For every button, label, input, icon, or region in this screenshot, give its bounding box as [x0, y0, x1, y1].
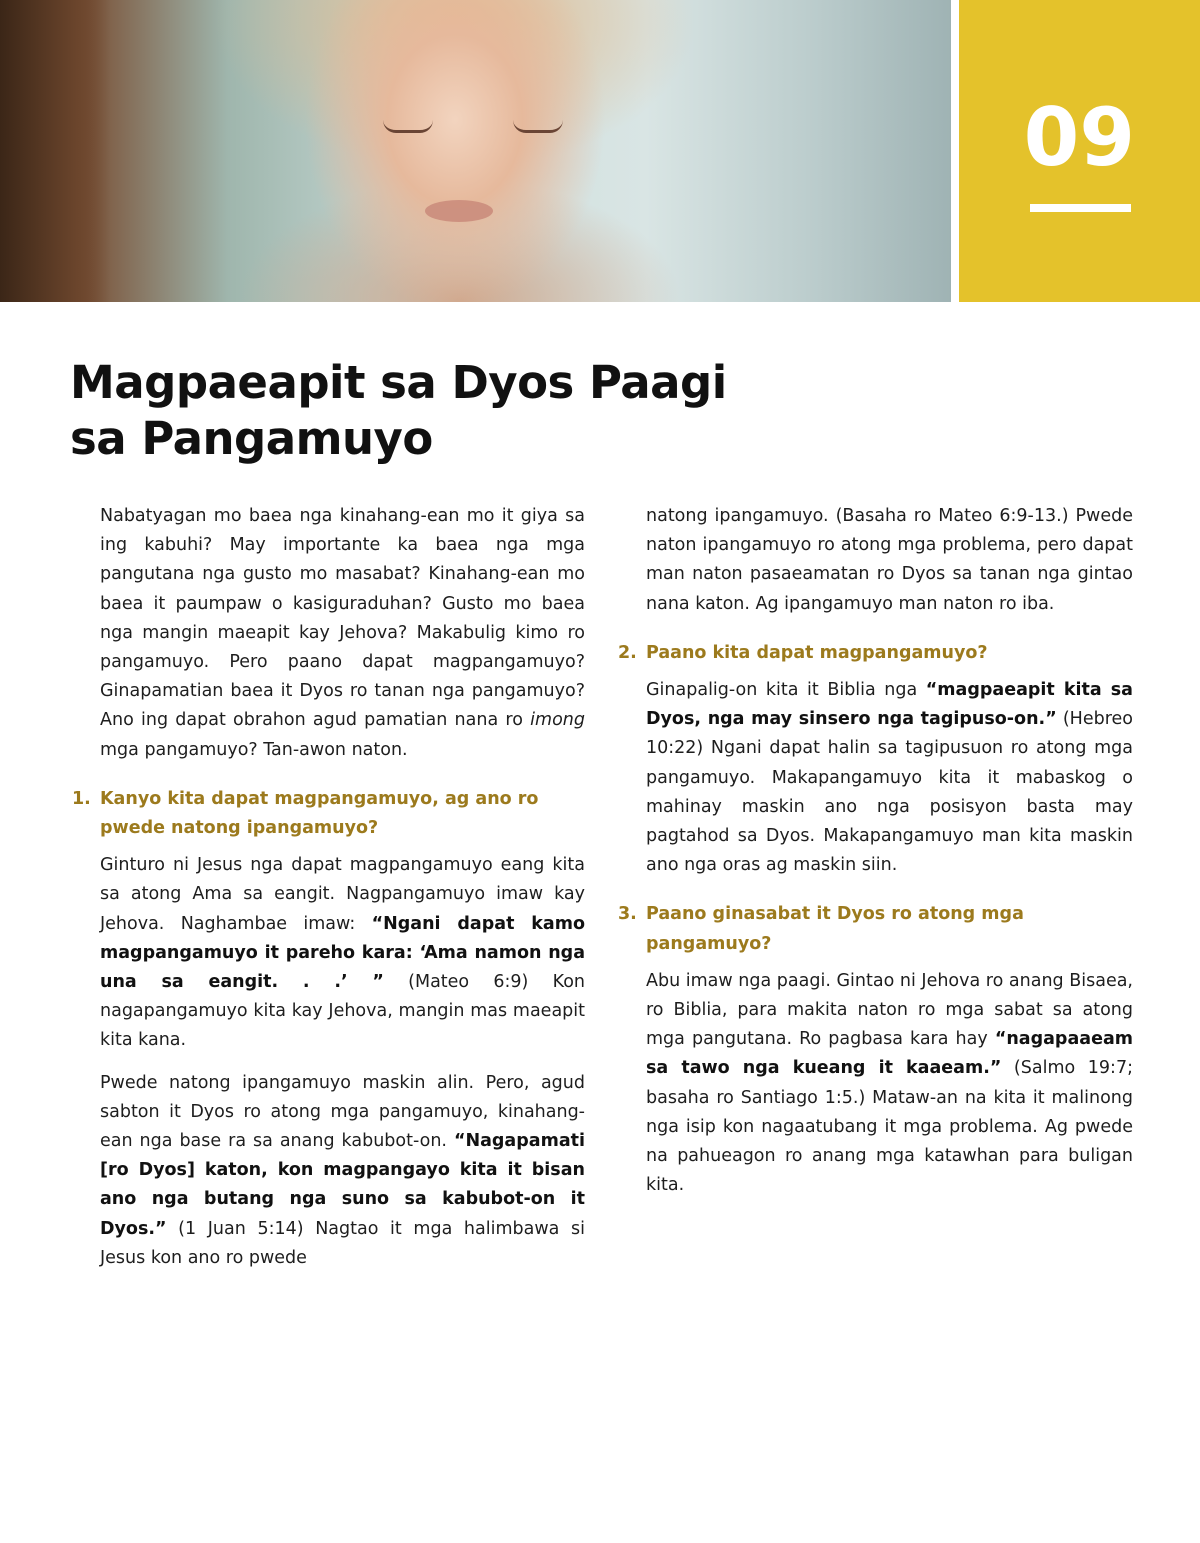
- intro-paragraph: [100, 502, 585, 765]
- closed-eye-left: [383, 120, 433, 133]
- scripture-quote: “Ngani dapat kamo magpangamuyo it pareho kara: ‘Ama namon nga una sa eangit. . .’ ”: [100, 913, 585, 993]
- closed-eye-right: [513, 120, 563, 133]
- question-3-paragraph: [646, 967, 1133, 1201]
- scripture-quote: “Nagapamati [ro Dyos] katon, kon magpangayo kita it bisan ano nga butang nga suno sa kabubot-on it Dyos.”: [100, 1131, 585, 1239]
- scripture-quote: “nagapaaeam sa tawo nga kueang it kaaeam.”: [646, 1029, 1133, 1079]
- question-3-heading: [618, 900, 1133, 958]
- hero-photo: [0, 0, 951, 302]
- body-text: (Salmo 19:7; basaha ro Santiago 1:5.) Mataw-an na kita it malinong nga isip kon nagaatubang it mga problema. Ag pwede na pahueagon ro anang mga katawhan para buligan kita.: [646, 1058, 1133, 1196]
- chapter-underline: [1030, 204, 1131, 212]
- question-2-paragraph: [646, 676, 1133, 880]
- question-1-paragraph-2: [100, 1069, 585, 1273]
- bookshelf-background: [0, 0, 110, 302]
- column-right: [618, 502, 1133, 1213]
- page-title-line1: Magpaeapit sa Dyos Paagi: [70, 356, 727, 409]
- question-1-heading: [72, 785, 585, 843]
- question-1-text: Kanyo kita dapat magpangamuyo, ag ano ro pwede natong ipangamuyo?: [100, 788, 539, 839]
- body-text: Abu imaw nga paagi. Gintao ni Jehova ro anang Bisaea, ro Biblia, para makita naton ro mga sabat sa atong mga pangutana. Ro pagbasa kara hay: [646, 970, 1133, 1050]
- question-1-paragraph-2-continued: natong ipangamuyo. (Basaha ro Mateo 6:9-13.) Pwede naton ipangamuyo ro atong mga problema, pero dapat man naton pasaeamatan ro Dyos sa tanan nga gintao nana katon. Ag ipangamuyo man naton ro iba.: [646, 506, 1133, 614]
- body-text: (Mateo 6:9) Kon nagapangamuyo kita kay Jehova, mangin mas maeapit kita kana.: [100, 972, 585, 1051]
- question-2-heading: [618, 639, 1133, 668]
- question-2-number: 2.: [618, 642, 637, 663]
- intro-text-end: mga pangamuyo? Tan-awon naton.: [100, 739, 408, 760]
- intro-text: Nabatyagan mo baea nga kinahang-ean mo it giya sa ing kabuhi? May importante ka baea nga mga pangutana nga gusto mo masabat? Kinahang-ean mo baea it paumpaw o kasiguraduhan? Gusto mo baea nga mangin maeapit kay Jehova? Makabulig kimo ro pangamuyo. Pero paano dapat magpangamuyo? Ginapamatian baea it Dyos ro tanan nga pangamuyo? Ano ing dapat obrahon agud pamatian nana ro: [100, 506, 585, 731]
- body-text: (Hebreo 10:22) Ngani dapat halin sa tagipusuon ro atong mga pangamuyo. Makapangamuyo kita it mabaskog o mahinay maskin ano nga posisyon basta may pagtahod sa Dyos. Makapangamuyo man kita maskin ano nga oras ag maskin siin.: [646, 709, 1133, 876]
- smile: [425, 200, 493, 222]
- body-text: Ginturo ni Jesus nga dapat magpangamuyo eang kita sa atong Ama sa eangit. Nagpangamuyo imaw kay Jehova. Naghambae imaw:: [100, 855, 585, 934]
- question-3-text: Paano ginasabat it Dyos ro atong mga pangamuyo?: [646, 904, 1024, 954]
- chapter-number: 09: [1023, 91, 1135, 184]
- page-title-line2: sa Pangamuyo: [70, 412, 433, 465]
- scripture-quote: “magpaeapit kita sa Dyos, nga may sinsero nga tagipuso-on.”: [646, 680, 1133, 730]
- question-1-paragraph-1: [100, 851, 585, 1055]
- question-2-text: Paano kita dapat magpangamuyo?: [646, 642, 988, 663]
- question-3-number: 3.: [618, 904, 637, 925]
- column-left: [72, 502, 585, 1273]
- body-text: Ginapalig-on kita it Biblia nga: [646, 680, 926, 701]
- question-1-number: 1.: [72, 788, 91, 809]
- body-text-continued: (1 Juan 5:14) Nagtao it mga halimbawa si Jesus kon ano ro pwede: [100, 1218, 585, 1268]
- chapter-badge: [959, 0, 1200, 302]
- body-text: Pwede natong ipangamuyo maskin alin. Pero, agud sabton it Dyos ro atong mga pangamuyo, kinahang-ean nga base ra sa anang kabubot-on.: [100, 1072, 585, 1152]
- intro-italic: imong: [530, 710, 585, 731]
- page-title: [70, 355, 830, 467]
